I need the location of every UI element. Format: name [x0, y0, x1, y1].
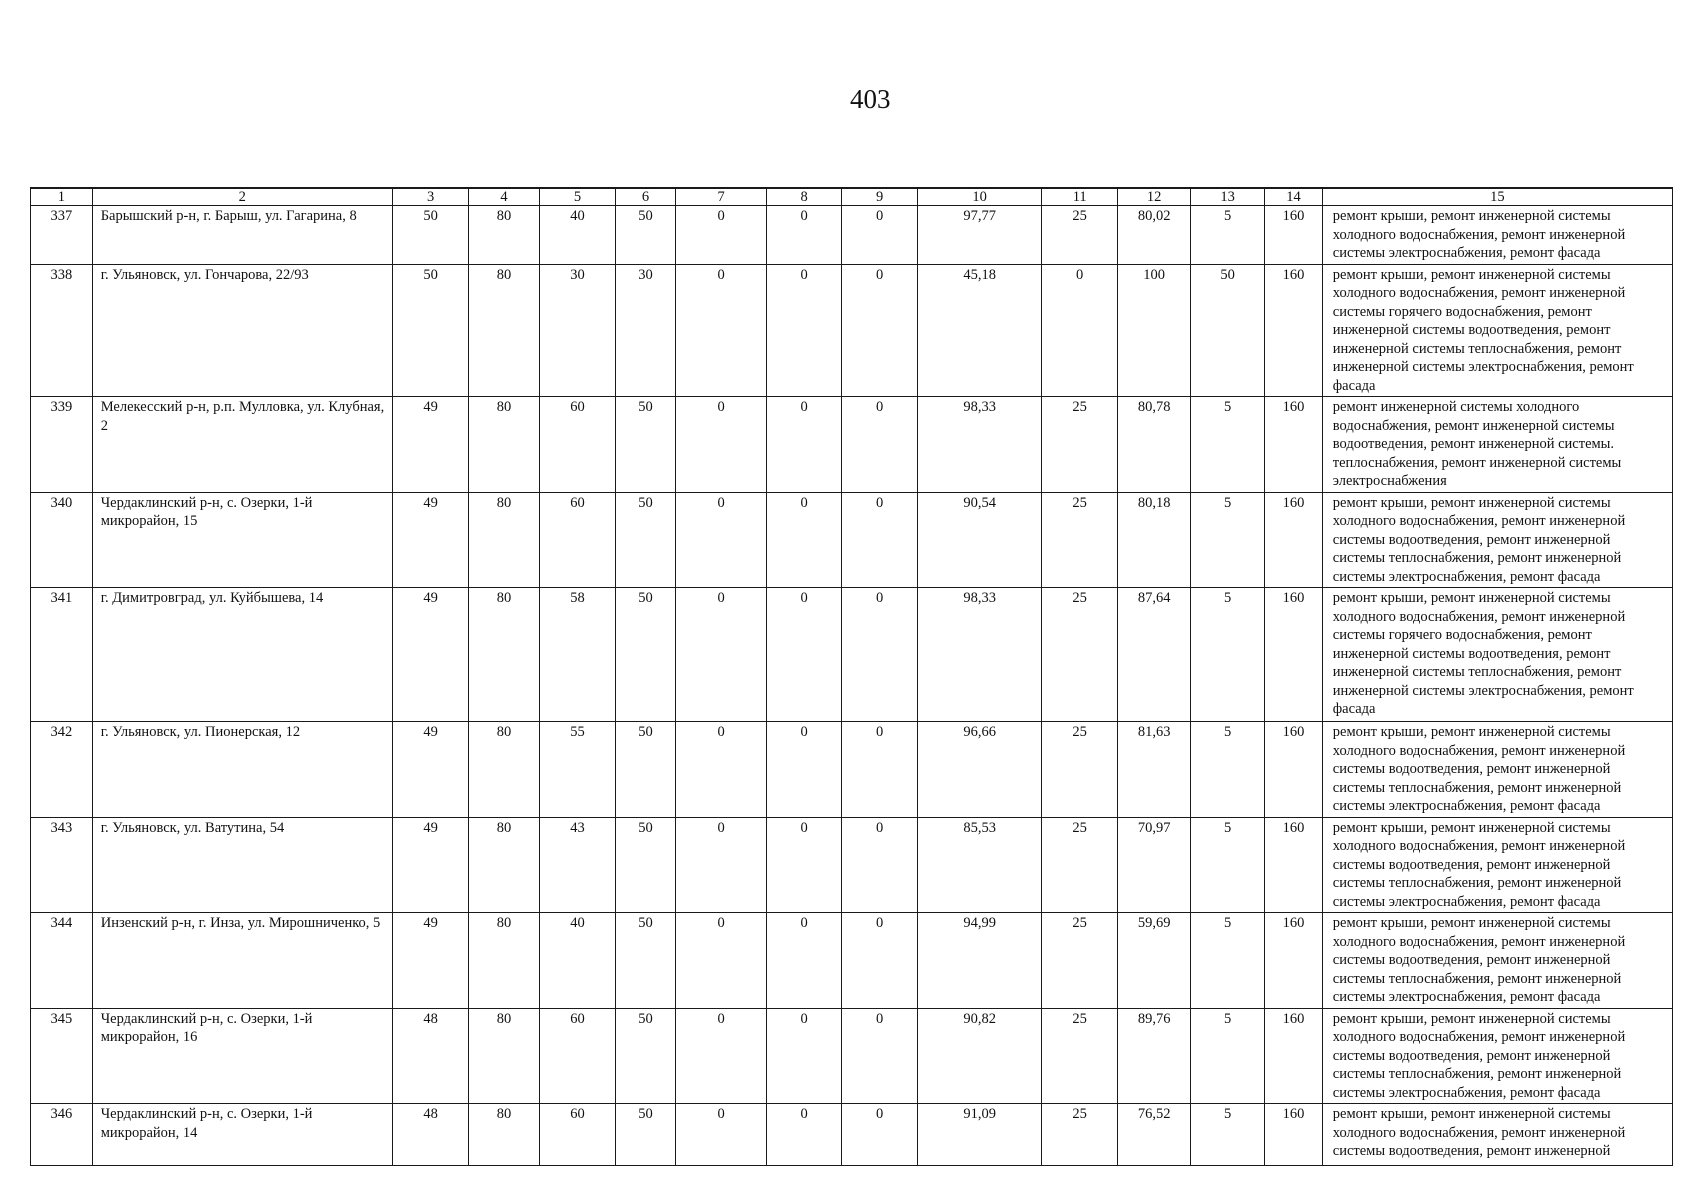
col-9-cell: 0 — [841, 588, 918, 722]
address-cell: Чердаклинский р-н, с. Озерки, 1-й микрорайон, 14 — [92, 1104, 392, 1166]
col-9-cell: 0 — [841, 817, 918, 913]
col-13-cell: 5 — [1190, 913, 1264, 1009]
col-13-cell: 5 — [1190, 492, 1264, 588]
col-9-cell: 0 — [841, 1008, 918, 1104]
work-list-cell: ремонт крыши, ремонт инженерной системы холодного водоснабжения, ремонт инженерной системы горячего водоснабжения, ремонт инженерной системы водоотведения, ремонт инженерной системы теплоснабжения, ремонт инженерной системы электроснабжения, ремонт фасада — [1322, 264, 1672, 397]
row-number-cell: 342 — [31, 722, 93, 818]
column-header: 7 — [675, 188, 767, 206]
table-row — [31, 817, 1673, 913]
table-row — [31, 492, 1673, 588]
address-cell: Чердаклинский р-н, с. Озерки, 1-й микрорайон, 15 — [92, 492, 392, 588]
col-9-cell: 0 — [841, 913, 918, 1009]
col-6-cell: 50 — [616, 1008, 676, 1104]
column-header: 14 — [1265, 188, 1322, 206]
col-12-cell: 76,52 — [1118, 1104, 1190, 1166]
col-8-cell: 0 — [767, 588, 841, 722]
col-6-cell: 50 — [616, 588, 676, 722]
col-13-cell: 5 — [1190, 588, 1264, 722]
row-number-cell: 338 — [31, 264, 93, 397]
col-5-cell: 58 — [539, 588, 616, 722]
work-list-cell: ремонт крыши, ремонт инженерной системы холодного водоснабжения, ремонт инженерной системы водоотведения, ремонт инженерной системы теплоснабжения, ремонт инженерной системы электроснабжения, ремонт фасада — [1322, 722, 1672, 818]
col-10-cell: 90,82 — [918, 1008, 1041, 1104]
col-7-cell: 0 — [675, 492, 767, 588]
column-header: 15 — [1322, 188, 1672, 206]
col-14-cell: 160 — [1265, 817, 1322, 913]
address-cell: Инзенский р-н, г. Инза, ул. Мирошниченко, 5 — [92, 913, 392, 1009]
table-row — [31, 1008, 1673, 1104]
col-3-cell: 49 — [392, 492, 469, 588]
column-header: 6 — [616, 188, 676, 206]
work-list-cell: ремонт крыши, ремонт инженерной системы холодного водоснабжения, ремонт инженерной системы электроснабжения, ремонт фасада — [1322, 206, 1672, 265]
col-5-cell: 30 — [539, 264, 616, 397]
col-10-cell: 90,54 — [918, 492, 1041, 588]
col-5-cell: 55 — [539, 722, 616, 818]
col-7-cell: 0 — [675, 588, 767, 722]
col-10-cell: 98,33 — [918, 588, 1041, 722]
col-12-cell: 89,76 — [1118, 1008, 1190, 1104]
table-row — [31, 1104, 1673, 1166]
col-11-cell: 25 — [1041, 1104, 1118, 1166]
col-3-cell: 49 — [392, 722, 469, 818]
col-3-cell: 49 — [392, 397, 469, 493]
col-5-cell: 60 — [539, 397, 616, 493]
col-6-cell: 50 — [616, 817, 676, 913]
col-11-cell: 25 — [1041, 397, 1118, 493]
work-list-cell: ремонт крыши, ремонт инженерной системы холодного водоснабжения, ремонт инженерной системы водоотведения, ремонт инженерной системы теплоснабжения, ремонт инженерной системы электроснабжения, ремонт фасада — [1322, 817, 1672, 913]
col-3-cell: 50 — [392, 206, 469, 265]
col-14-cell: 160 — [1265, 1104, 1322, 1166]
col-14-cell: 160 — [1265, 1008, 1322, 1104]
row-number-cell: 340 — [31, 492, 93, 588]
column-header: 13 — [1190, 188, 1264, 206]
col-8-cell: 0 — [767, 817, 841, 913]
col-7-cell: 0 — [675, 1008, 767, 1104]
table-row — [31, 913, 1673, 1009]
repair-table — [30, 187, 1673, 1166]
col-3-cell: 49 — [392, 913, 469, 1009]
col-6-cell: 50 — [616, 206, 676, 265]
row-number-cell: 344 — [31, 913, 93, 1009]
row-number-cell: 345 — [31, 1008, 93, 1104]
col-5-cell: 40 — [539, 913, 616, 1009]
address-cell: г. Ульяновск, ул. Гончарова, 22/93 — [92, 264, 392, 397]
col-4-cell: 80 — [469, 492, 539, 588]
col-10-cell: 97,77 — [918, 206, 1041, 265]
col-10-cell: 94,99 — [918, 913, 1041, 1009]
col-5-cell: 60 — [539, 1008, 616, 1104]
col-4-cell: 80 — [469, 588, 539, 722]
col-14-cell: 160 — [1265, 397, 1322, 493]
col-13-cell: 5 — [1190, 1008, 1264, 1104]
work-list-cell: ремонт крыши, ремонт инженерной системы холодного водоснабжения, ремонт инженерной системы водоотведения, ремонт инженерной системы теплоснабжения, ремонт инженерной системы электроснабжения, ремонт фасада — [1322, 913, 1672, 1009]
column-header: 12 — [1118, 188, 1190, 206]
col-14-cell: 160 — [1265, 264, 1322, 397]
address-cell: Чердаклинский р-н, с. Озерки, 1-й микрорайон, 16 — [92, 1008, 392, 1104]
col-8-cell: 0 — [767, 264, 841, 397]
col-11-cell: 25 — [1041, 492, 1118, 588]
col-8-cell: 0 — [767, 1104, 841, 1166]
col-14-cell: 160 — [1265, 588, 1322, 722]
row-number-cell: 343 — [31, 817, 93, 913]
col-12-cell: 80,78 — [1118, 397, 1190, 493]
col-12-cell: 80,18 — [1118, 492, 1190, 588]
col-4-cell: 80 — [469, 397, 539, 493]
table-row — [31, 206, 1673, 265]
col-12-cell: 70,97 — [1118, 817, 1190, 913]
col-6-cell: 50 — [616, 492, 676, 588]
col-6-cell: 50 — [616, 397, 676, 493]
col-10-cell: 98,33 — [918, 397, 1041, 493]
col-9-cell: 0 — [841, 206, 918, 265]
column-header: 5 — [539, 188, 616, 206]
address-cell: Мелекесский р-н, р.п. Мулловка, ул. Клубная, 2 — [92, 397, 392, 493]
col-7-cell: 0 — [675, 913, 767, 1009]
col-11-cell: 25 — [1041, 722, 1118, 818]
col-11-cell: 25 — [1041, 817, 1118, 913]
col-9-cell: 0 — [841, 1104, 918, 1166]
col-8-cell: 0 — [767, 397, 841, 493]
column-header: 10 — [918, 188, 1041, 206]
col-14-cell: 160 — [1265, 722, 1322, 818]
col-7-cell: 0 — [675, 264, 767, 397]
col-6-cell: 50 — [616, 913, 676, 1009]
col-3-cell: 48 — [392, 1008, 469, 1104]
table-row — [31, 588, 1673, 722]
col-7-cell: 0 — [675, 817, 767, 913]
col-10-cell: 85,53 — [918, 817, 1041, 913]
col-4-cell: 80 — [469, 206, 539, 265]
col-14-cell: 160 — [1265, 492, 1322, 588]
col-7-cell: 0 — [675, 1104, 767, 1166]
address-cell: г. Димитровград, ул. Куйбышева, 14 — [92, 588, 392, 722]
column-header: 1 — [31, 188, 93, 206]
col-10-cell: 91,09 — [918, 1104, 1041, 1166]
col-3-cell: 49 — [392, 588, 469, 722]
col-8-cell: 0 — [767, 1008, 841, 1104]
col-12-cell: 80,02 — [1118, 206, 1190, 265]
col-12-cell: 81,63 — [1118, 722, 1190, 818]
col-7-cell: 0 — [675, 206, 767, 265]
col-13-cell: 5 — [1190, 397, 1264, 493]
col-13-cell: 5 — [1190, 817, 1264, 913]
row-number-cell: 346 — [31, 1104, 93, 1166]
col-12-cell: 100 — [1118, 264, 1190, 397]
col-11-cell: 25 — [1041, 206, 1118, 265]
col-5-cell: 43 — [539, 817, 616, 913]
col-7-cell: 0 — [675, 397, 767, 493]
col-12-cell: 59,69 — [1118, 913, 1190, 1009]
work-list-cell: ремонт крыши, ремонт инженерной системы холодного водоснабжения, ремонт инженерной системы водоотведения, ремонт инженерной — [1322, 1104, 1672, 1166]
row-number-cell: 339 — [31, 397, 93, 493]
col-11-cell: 25 — [1041, 588, 1118, 722]
col-13-cell: 5 — [1190, 206, 1264, 265]
col-8-cell: 0 — [767, 206, 841, 265]
column-header: 8 — [767, 188, 841, 206]
col-4-cell: 80 — [469, 264, 539, 397]
work-list-cell: ремонт инженерной системы холодного водоснабжения, ремонт инженерной системы водоотведения, ремонт инженерной системы. теплоснабжения, ремонт инженерной системы электроснабжения — [1322, 397, 1672, 493]
col-8-cell: 0 — [767, 492, 841, 588]
col-13-cell: 50 — [1190, 264, 1264, 397]
work-list-cell: ремонт крыши, ремонт инженерной системы холодного водоснабжения, ремонт инженерной системы водоотведения, ремонт инженерной системы теплоснабжения, ремонт инженерной системы электроснабжения, ремонт фасада — [1322, 1008, 1672, 1104]
col-6-cell: 50 — [616, 722, 676, 818]
table-row — [31, 397, 1673, 493]
col-5-cell: 40 — [539, 206, 616, 265]
col-9-cell: 0 — [841, 264, 918, 397]
col-11-cell: 0 — [1041, 264, 1118, 397]
col-8-cell: 0 — [767, 913, 841, 1009]
header-row — [31, 188, 1673, 206]
col-14-cell: 160 — [1265, 206, 1322, 265]
column-header: 9 — [841, 188, 918, 206]
col-3-cell: 49 — [392, 817, 469, 913]
col-5-cell: 60 — [539, 1104, 616, 1166]
col-4-cell: 80 — [469, 722, 539, 818]
col-9-cell: 0 — [841, 492, 918, 588]
address-cell: г. Ульяновск, ул. Ватутина, 54 — [92, 817, 392, 913]
col-11-cell: 25 — [1041, 1008, 1118, 1104]
col-4-cell: 80 — [469, 817, 539, 913]
col-4-cell: 80 — [469, 1104, 539, 1166]
col-6-cell: 30 — [616, 264, 676, 397]
col-4-cell: 80 — [469, 1008, 539, 1104]
col-6-cell: 50 — [616, 1104, 676, 1166]
table-row — [31, 722, 1673, 818]
col-12-cell: 87,64 — [1118, 588, 1190, 722]
col-7-cell: 0 — [675, 722, 767, 818]
page-number: 403 — [850, 84, 891, 114]
col-13-cell: 5 — [1190, 1104, 1264, 1166]
table-row — [31, 264, 1673, 397]
column-header: 11 — [1041, 188, 1118, 206]
col-4-cell: 80 — [469, 913, 539, 1009]
col-9-cell: 0 — [841, 722, 918, 818]
col-5-cell: 60 — [539, 492, 616, 588]
work-list-cell: ремонт крыши, ремонт инженерной системы холодного водоснабжения, ремонт инженерной системы водоотведения, ремонт инженерной системы теплоснабжения, ремонт инженерной системы электроснабжения, ремонт фасада — [1322, 492, 1672, 588]
col-10-cell: 96,66 — [918, 722, 1041, 818]
col-8-cell: 0 — [767, 722, 841, 818]
column-header: 4 — [469, 188, 539, 206]
row-number-cell: 341 — [31, 588, 93, 722]
work-list-cell: ремонт крыши, ремонт инженерной системы холодного водоснабжения, ремонт инженерной системы горячего водоснабжения, ремонт инженерной системы водоотведения, ремонт инженерной системы теплоснабжения, ремонт инженерной системы электроснабжения, ремонт фасада — [1322, 588, 1672, 722]
col-13-cell: 5 — [1190, 722, 1264, 818]
col-11-cell: 25 — [1041, 913, 1118, 1009]
row-number-cell: 337 — [31, 206, 93, 265]
col-3-cell: 50 — [392, 264, 469, 397]
column-header: 3 — [392, 188, 469, 206]
address-cell: Барышский р-н, г. Барыш, ул. Гагарина, 8 — [92, 206, 392, 265]
col-14-cell: 160 — [1265, 913, 1322, 1009]
column-header: 2 — [92, 188, 392, 206]
col-3-cell: 48 — [392, 1104, 469, 1166]
address-cell: г. Ульяновск, ул. Пионерская, 12 — [92, 722, 392, 818]
col-9-cell: 0 — [841, 397, 918, 493]
col-10-cell: 45,18 — [918, 264, 1041, 397]
